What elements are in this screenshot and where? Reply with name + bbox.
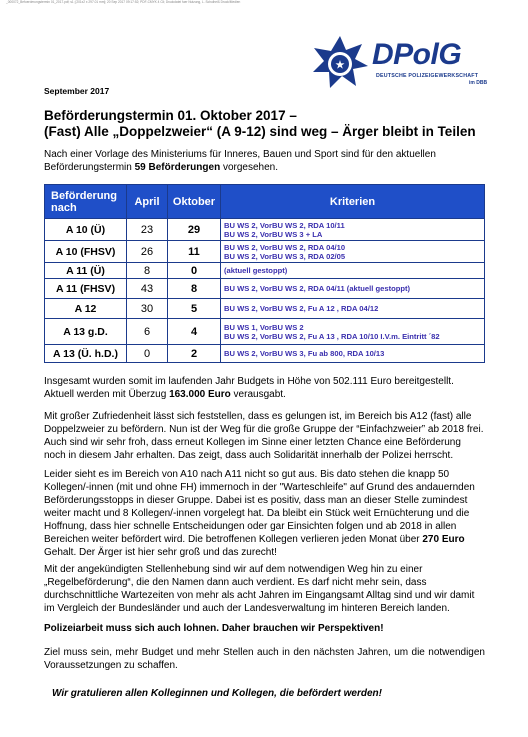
svg-text:★: ★	[335, 60, 345, 71]
print-header-strip: _000072_Befoerderungstermin 01_2017.pdf; s1; [201x2 x 297.01 mm]; 20 Sep 2017 09:17:52; PDF-CMYK 4 Cli; Druckdatei fuer Nutzung, L. Schulheiß Druck/Medien	[6, 0, 241, 4]
cell-group: A 13 (Ü. h.D.)	[45, 345, 127, 363]
criteria-line: BU WS 2, VorBU WS 2, RDA 10/11	[224, 220, 345, 230]
cell-april: 23	[127, 219, 168, 241]
cell-oktober: 11	[168, 241, 221, 263]
cell-april: 30	[127, 299, 168, 319]
cell-april: 6	[127, 319, 168, 345]
intro-paragraph	[44, 148, 484, 174]
criteria-line: BU WS 2, VorBU WS 2, Fu A 13 , RDA 10/10 I.V.m. Eintritt ´82	[224, 331, 440, 341]
cell-oktober: 4	[168, 319, 221, 345]
cell-criteria	[221, 219, 485, 241]
cell-criteria	[221, 345, 485, 363]
criteria-line: BU WS 2, VorBU WS 2, RDA 04/10	[224, 242, 346, 252]
title-line-2: (Fast) Alle „Doppelzweier“ (A 9-12) sind weg – Ärger bleibt in Teilen	[44, 124, 476, 139]
cell-criteria	[221, 279, 485, 299]
criteria-line: BU WS 2, VorBU WS 2, RDA 04/11 (aktuell gestoppt)	[224, 284, 411, 293]
title-line-1: Beförderungstermin 01. Oktober 2017 –	[44, 108, 297, 123]
logo-subtitle: DEUTSCHE POLIZEIGEWERKSCHAFT	[376, 73, 479, 79]
budget-text-end: verausgabt.	[230, 389, 286, 400]
criteria-line: BU WS 2, VorBU WS 3, Fu ab 800, RDA 10/13	[224, 349, 385, 358]
budget-text: Insgesamt wurden somit im laufenden Jahr Budgets in Höhe von 502.111 Euro bereitgestellt. Aktuell werden mit Überzug	[44, 376, 454, 400]
table-row	[45, 319, 485, 345]
satisfaction-paragraph: Mit großer Zufriedenheit lässt sich feststellen, dass es gelungen ist, im Bereich bis A12 (fast) alle Doppelzweier zu befördern. Nun ist der Weg für die große Gruppe der “Einfachzweier” ab 2018 frei. Auch sind wir sehr froh, dass erneut Kollegen im Sinne einer letzten Chance eine Beförderung noch in diesem Jahr erhalten. Das zeigt, dass auch Solidarität innerhalb der Polizei herrscht.	[44, 411, 484, 461]
header-oktober: Oktober	[168, 185, 221, 219]
cell-group: A 10 (Ü)	[45, 219, 127, 241]
logo-subtitle-dbb: im DBB	[469, 80, 488, 86]
cell-group: A 13 g.D.	[45, 319, 127, 345]
intro-text: Nach einer Vorlage des Ministeriums für Inneres, Bauen und Sport sind für den aktuellen Beförderungstermin	[44, 149, 436, 173]
table-row	[45, 345, 485, 363]
cell-group: A 11 (Ü)	[45, 263, 127, 279]
cell-criteria	[221, 319, 485, 345]
criteria-line: (aktuell gestoppt)	[224, 266, 288, 275]
table-row	[45, 279, 485, 299]
cell-april: 0	[127, 345, 168, 363]
a10-a11-paragraph	[44, 468, 485, 559]
header-criteria: Kriterien	[221, 185, 485, 219]
cell-oktober: 29	[168, 219, 221, 241]
criteria-line: BU WS 2, VorBU WS 2, Fu A 12 , RDA 04/12	[224, 304, 379, 313]
table-row	[45, 219, 485, 241]
cell-april: 26	[127, 241, 168, 263]
cell-oktober: 0	[168, 263, 221, 279]
police-star-icon	[310, 34, 370, 90]
cell-group: A 10 (FHSV)	[45, 241, 127, 263]
cell-criteria	[221, 263, 485, 279]
logo-wordmark: DPolG	[372, 38, 462, 71]
criteria-line: BU WS 1, VorBU WS 2	[224, 322, 304, 332]
criteria-line: BU WS 2, VorBU WS 3, RDA 02/05	[224, 251, 346, 261]
cell-oktober: 2	[168, 345, 221, 363]
budget-amount: 163.000 Euro	[169, 389, 231, 400]
cell-criteria	[221, 241, 485, 263]
cell-oktober: 5	[168, 299, 221, 319]
header-april: April	[127, 185, 168, 219]
document-date: September 2017	[44, 86, 110, 96]
goal-paragraph: Ziel muss sein, mehr Budget und mehr Stellen auch in den nächsten Jahren, um die notwendigen Voraussetzungen zu schaffen.	[44, 647, 485, 671]
cell-criteria	[221, 299, 485, 319]
a10-a11-text-end: Gehalt. Der Ärger ist hier sehr groß und das zurecht!	[44, 547, 277, 558]
header-group: Beförderung nach	[45, 185, 127, 219]
intro-bold: 59 Beförderungen	[134, 162, 221, 173]
cell-oktober: 8	[168, 279, 221, 299]
table-row	[45, 263, 485, 279]
cell-group: A 11 (FHSV)	[45, 279, 127, 299]
cell-april: 43	[127, 279, 168, 299]
salary-loss-amount: 270 Euro	[422, 534, 465, 545]
table-row	[45, 241, 485, 263]
regelbefoerderung-paragraph: Mit der angekündigten Stellenhebung sind wir auf dem notwendigen Weg hin zu einer „Regelbeförderung“, die den Namen dann auch verdient. Es darf nicht mehr sein, dass durchschnittliche Wartezeiten von mehr als acht Jahren im Eingangsamt Alltag sind und wir damit im Vergleich der Bundesländer und auch der Landesverwaltung im hinteren Bereich landen.	[44, 564, 475, 614]
a10-a11-text: Leider sieht es im Bereich von A10 nach A11 nicht so gut aus. Bis dato stehen die knapp 50 Kollegen/-innen (mit und ohne FH) immernoch in der "Warteschleife" auf Grund des andauernden Beförderungsstopps in dieser Gruppe. Dabei ist es positiv, dass man an dieser Stelle zumindest weiter macht und 8 Kollegen/-innen vorgelegt hat. Da bleibt ein Stück weit Ernüchterung und die Hoffnung, dass hier schnelle Entscheidungen oder gar Einsichten folgen und ab 2018 in allen Bereichen weiter befördert wird. Die betroffenen Kollegen verlieren jeden Monat über	[44, 469, 475, 545]
dpolg-logo	[310, 34, 490, 90]
promotion-table	[44, 184, 485, 363]
closing-congratulation: Wir gratulieren allen Kolleginnen und Kollegen, die befördert werden!	[52, 688, 382, 699]
cell-group: A 12	[45, 299, 127, 319]
perspective-statement: Polizeiarbeit muss sich auch lohnen. Daher brauchen wir Perspektiven!	[44, 623, 384, 634]
table-row	[45, 299, 485, 319]
table-header-row	[45, 185, 485, 219]
budget-paragraph	[44, 375, 485, 401]
cell-april: 8	[127, 263, 168, 279]
intro-text-end: vorgesehen.	[220, 162, 279, 173]
criteria-line: BU WS 2, VorBU WS 3 + LA	[224, 229, 323, 239]
